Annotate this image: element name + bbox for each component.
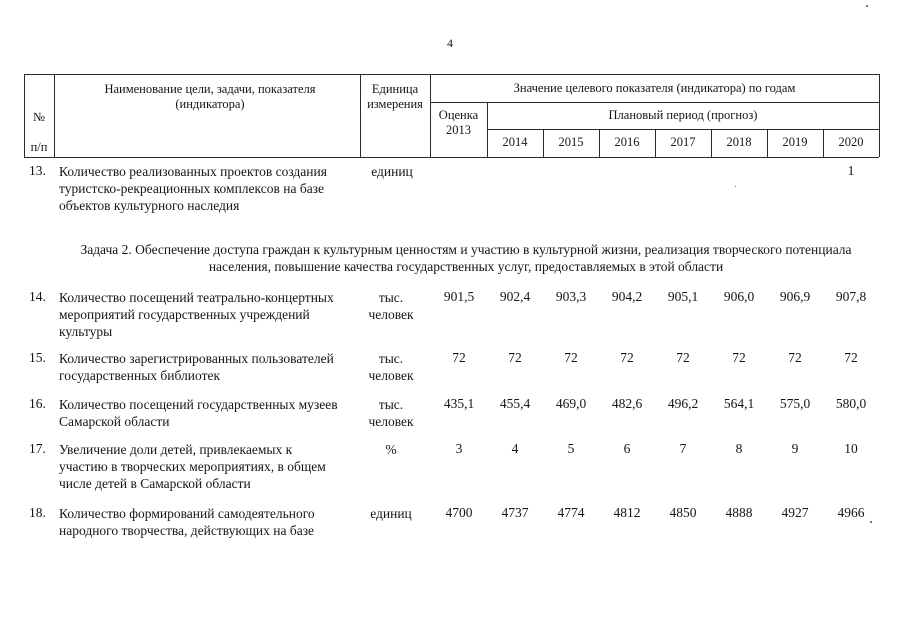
header-unit-line1: Единица xyxy=(371,82,419,96)
header-values: Значение целевого показателя (индикатора) по годам xyxy=(513,81,796,95)
row-unit: тыс. человек xyxy=(368,397,414,430)
row-value: 6 xyxy=(623,441,631,456)
row-value: 903,3 xyxy=(555,289,587,304)
row-value: 9 xyxy=(791,441,799,456)
row-value: 469,0 xyxy=(555,396,587,411)
row-unit: тыс. человек xyxy=(368,351,414,384)
row-value: 4850 xyxy=(669,505,697,520)
row-value: 455,4 xyxy=(499,396,531,411)
row-value: 72 xyxy=(844,350,858,365)
scan-speck xyxy=(735,186,736,187)
scan-speck xyxy=(866,5,868,7)
row-value: 482,6 xyxy=(611,396,643,411)
row-unit: единиц xyxy=(371,164,413,179)
row-value: 4 xyxy=(511,441,519,456)
row-indicator-name: Увеличение доли детей, привлекаемых к участию в творческих мероприятиях, в общем числе детей в Самарской области xyxy=(59,442,326,492)
row-value: 7 xyxy=(679,441,687,456)
header-year: 2016 xyxy=(614,135,640,149)
header-name: Наименование цели, задачи, показателя (индикатора) xyxy=(104,82,316,111)
row-indicator-name: Количество зарегистрированных пользователей государственных библиотек xyxy=(59,351,334,384)
row-value: 907,8 xyxy=(835,289,867,304)
header-unit-line2: измерения xyxy=(367,97,423,111)
header-plan-divider xyxy=(487,129,879,130)
row-value: 1 xyxy=(847,163,855,178)
row-value: 5 xyxy=(567,441,575,456)
row-number: 16. xyxy=(29,396,46,411)
header-vline xyxy=(54,74,55,157)
header-vline xyxy=(879,74,880,157)
row-value: 10 xyxy=(844,441,858,456)
header-top-border xyxy=(24,74,879,75)
row-unit: % xyxy=(385,442,397,457)
row-value: 906,9 xyxy=(779,289,811,304)
header-year: 2020 xyxy=(838,135,864,149)
row-number: 15. xyxy=(29,350,46,365)
row-value: 72 xyxy=(564,350,578,365)
row-value: 580,0 xyxy=(835,396,867,411)
row-value: 904,2 xyxy=(611,289,643,304)
row-value: 575,0 xyxy=(779,396,811,411)
row-number: 18. xyxy=(29,505,46,520)
header-year: 2019 xyxy=(782,135,808,149)
header-year: 2017 xyxy=(670,135,696,149)
page-number: 4 xyxy=(447,36,453,50)
row-value: 72 xyxy=(676,350,690,365)
row-indicator-name: Количество реализованных проектов создания туристско-рекреационных комплексов на базе объектов культурного наследия xyxy=(59,164,327,214)
row-number: 14. xyxy=(29,289,46,304)
scan-speck xyxy=(870,521,872,523)
row-value: 4737 xyxy=(501,505,529,520)
row-value: 901,5 xyxy=(443,289,475,304)
row-value: 72 xyxy=(788,350,802,365)
row-value: 72 xyxy=(452,350,466,365)
row-value: 4812 xyxy=(613,505,641,520)
row-indicator-name: Количество формирований самодеятельного народного творчества, действующих на базе xyxy=(59,506,315,539)
row-number: 17. xyxy=(29,441,46,456)
row-value: 8 xyxy=(735,441,743,456)
row-value: 72 xyxy=(732,350,746,365)
header-year: 2015 xyxy=(558,135,584,149)
header-num-top: № xyxy=(33,110,45,124)
header-year: 2014 xyxy=(502,135,528,149)
header-bottom-border xyxy=(24,157,879,158)
header-values-divider xyxy=(430,102,879,103)
row-value: 3 xyxy=(455,441,463,456)
header-num-bottom: п/п xyxy=(30,140,48,154)
row-value: 4700 xyxy=(445,505,473,520)
row-value: 906,0 xyxy=(723,289,755,304)
header-estimate-line2: 2013 xyxy=(446,123,471,137)
row-indicator-name: Количество посещений театрально-концертных мероприятий государственных учреждений культуры xyxy=(59,290,334,340)
row-value: 72 xyxy=(620,350,634,365)
row-unit: тыс. человек xyxy=(368,290,414,323)
row-indicator-name: Количество посещений государственных музеев Самарской области xyxy=(59,397,338,430)
table-header xyxy=(0,0,905,160)
row-unit: единиц xyxy=(370,506,412,521)
row-value: 72 xyxy=(508,350,522,365)
row-value: 4966 xyxy=(837,505,865,520)
row-value: 435,1 xyxy=(443,396,475,411)
header-plan: Плановый период (прогноз) xyxy=(608,108,758,122)
task-heading: Задача 2. Обеспечение доступа граждан к культурным ценностям и участию в культурной жизни, реализация творческого потенциала населения, повышение качества государственных услуг, предоставляемых в этой области xyxy=(80,242,852,274)
row-value: 902,4 xyxy=(499,289,531,304)
header-estimate-line1: Оценка xyxy=(438,108,479,122)
row-number: 13. xyxy=(29,163,46,178)
row-value: 4888 xyxy=(725,505,753,520)
row-value: 4774 xyxy=(557,505,585,520)
row-value: 4927 xyxy=(781,505,809,520)
header-year: 2018 xyxy=(726,135,752,149)
row-value: 564,1 xyxy=(723,396,755,411)
row-value: 496,2 xyxy=(667,396,699,411)
row-value: 905,1 xyxy=(667,289,699,304)
